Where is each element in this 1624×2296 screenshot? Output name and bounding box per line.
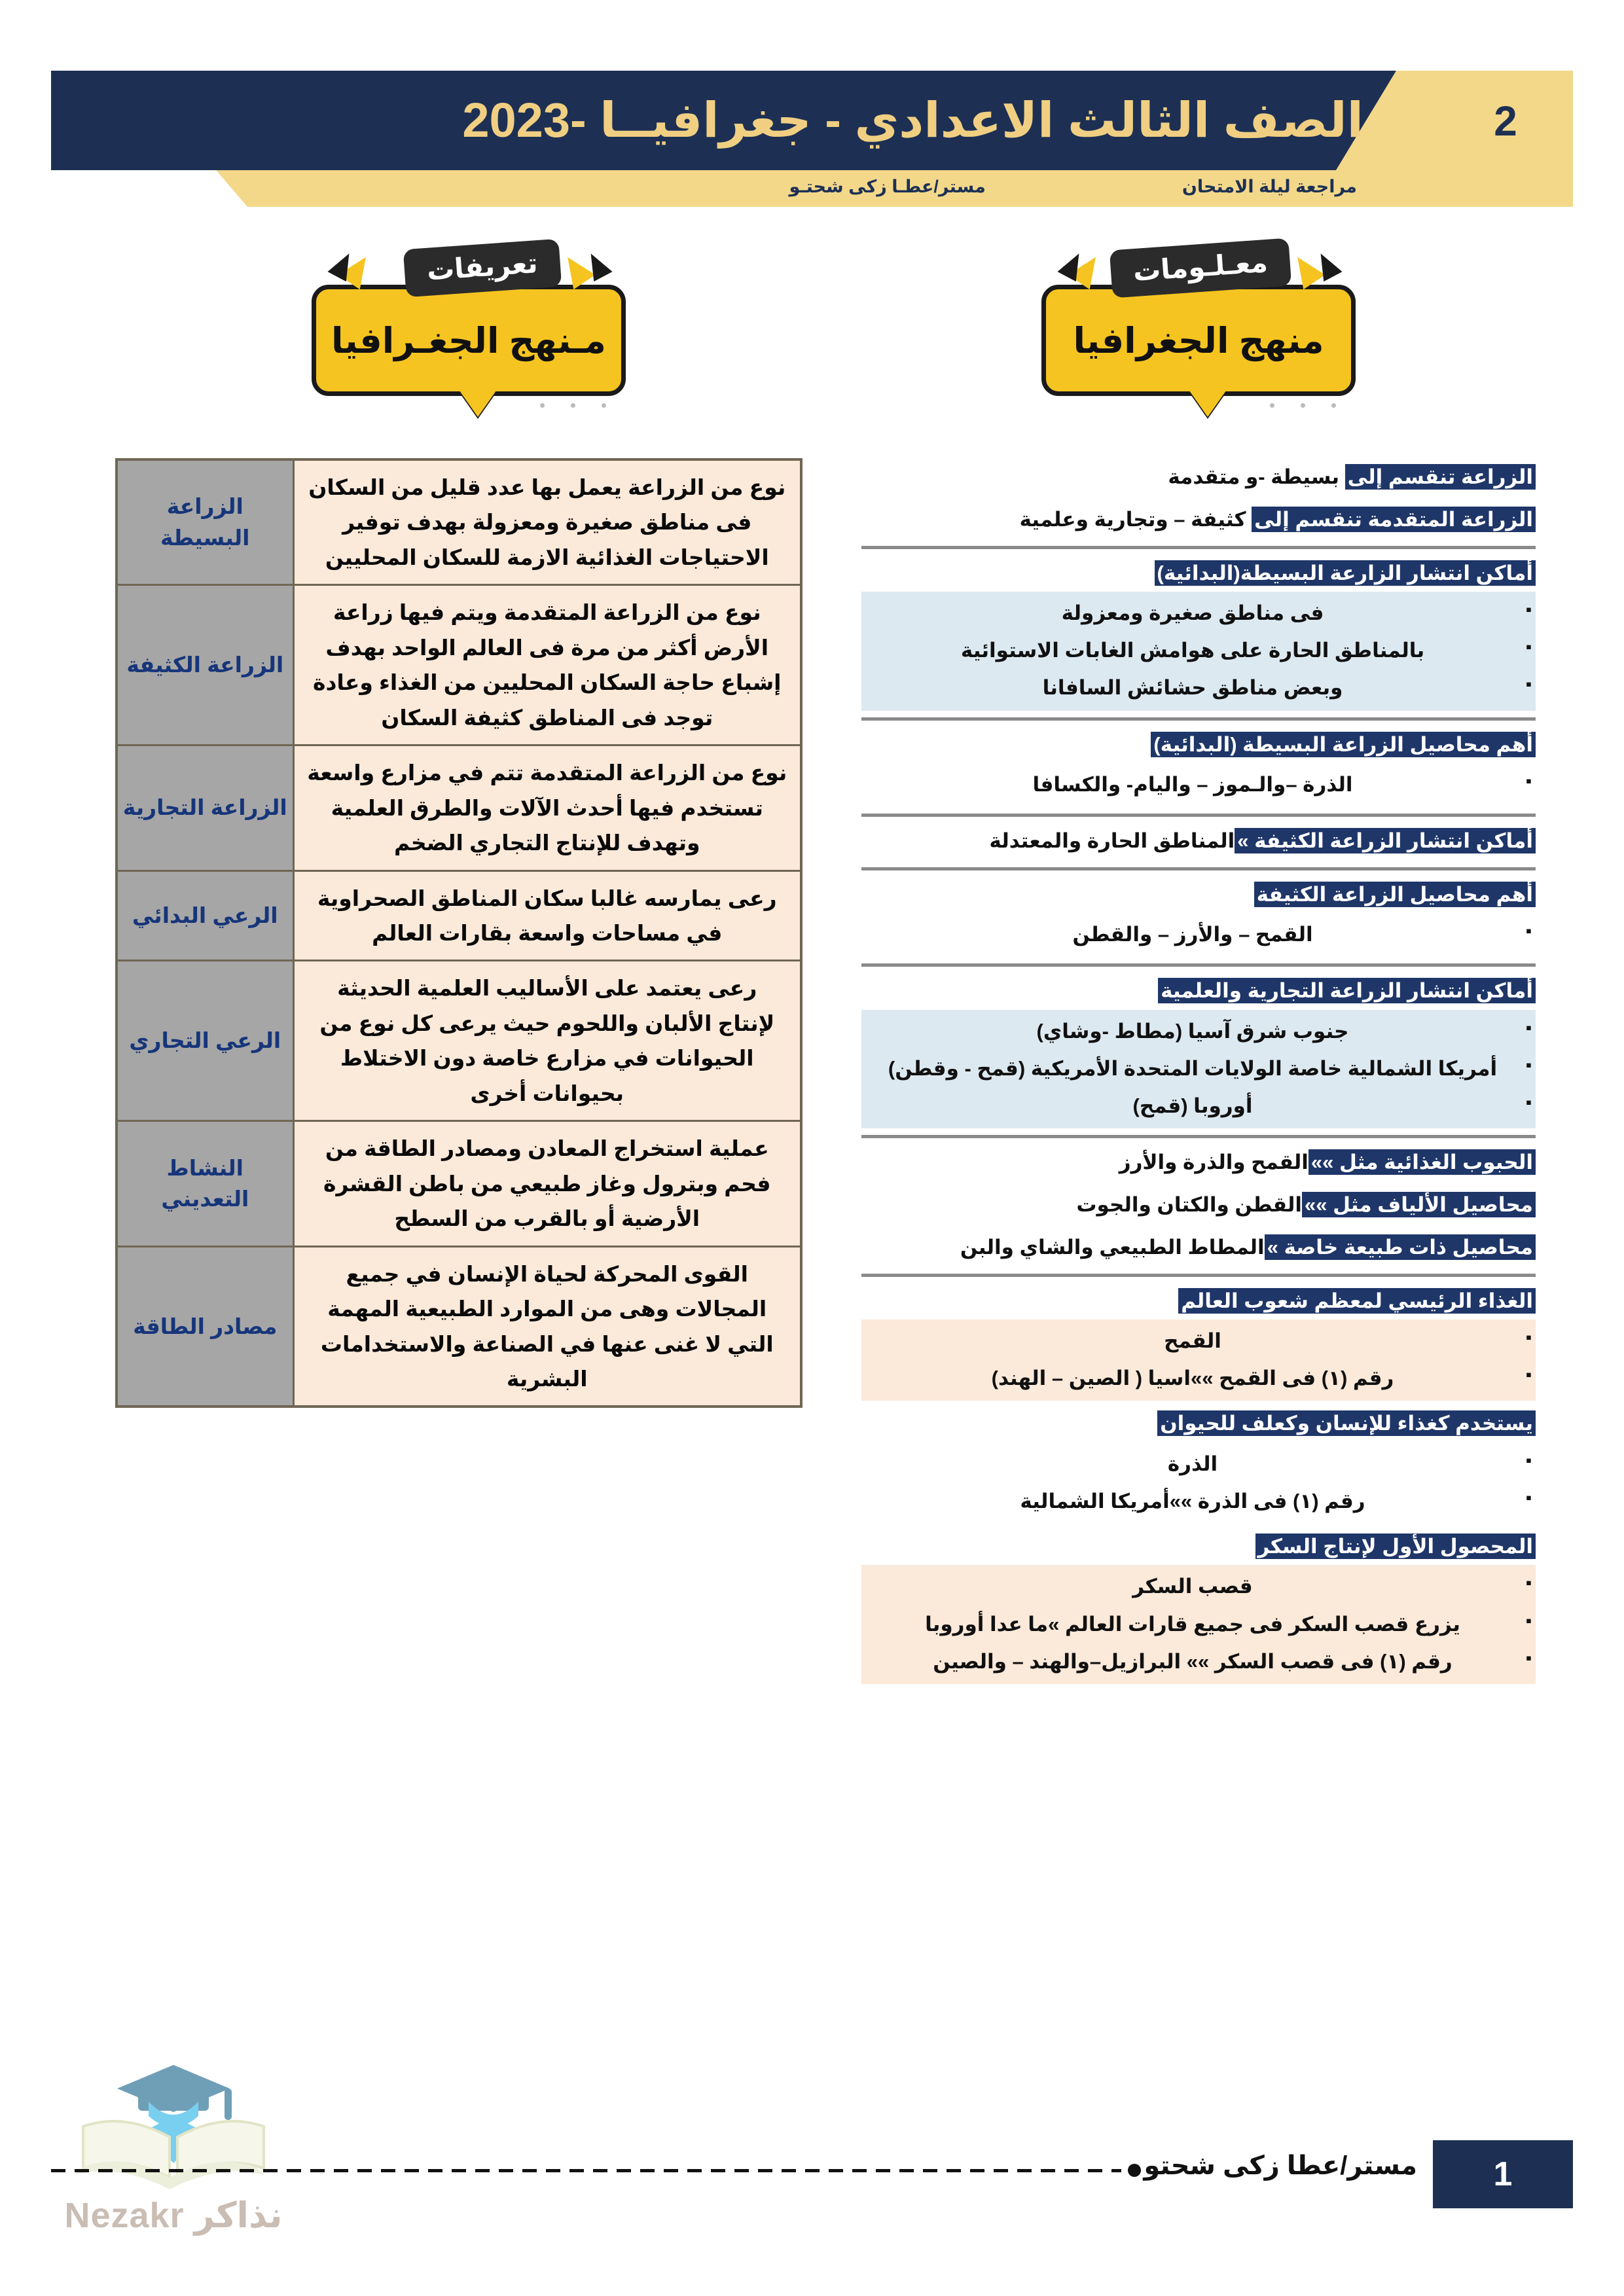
definition-term: النشاط التعديني [117, 1121, 293, 1246]
header-subtitle-row [375, 169, 1357, 204]
definition-term: الزراعة التجارية [117, 745, 293, 870]
footer-author-name: مستر/عطا زكى شحتو [1144, 2151, 1417, 2180]
info-heading-row [861, 876, 1536, 913]
info-bullet-list [861, 1565, 1536, 1683]
page-header [51, 71, 1573, 196]
table-row [117, 1121, 801, 1246]
info-heading: يستخدم كغذاء للإنسان وكعلف للحيوان [1157, 1410, 1536, 1436]
info-heading-tail: القمح والذرة والأرز [1119, 1151, 1308, 1174]
info-block [861, 554, 1536, 721]
info-heading-row [861, 1528, 1536, 1565]
info-heading-row [861, 554, 1536, 592]
info-heading: أماكن انتشار الزراعة التجارية والعلمية [1158, 978, 1536, 1003]
badge-information [1022, 232, 1375, 396]
list-item: ▪ أمريكا الشمالية خاصة الولايات المتحدة الأمريكية (قمح - وقطن) [861, 1050, 1536, 1087]
info-heading-row [861, 726, 1536, 763]
section-divider [861, 717, 1536, 721]
definition-text: نوع من الزراعة يعمل بها عدد قليل من السكان فى مناطق صغيرة ومعزولة بهدف توفير الاحتياجات الغذائية الازمة للسكان المحليين [293, 459, 801, 585]
list-item: ▪ جنوب شرق آسيا (مطاط -وشاي) [861, 1013, 1536, 1050]
list-item: ▪ القمح [861, 1322, 1536, 1359]
info-heading-row [861, 458, 1536, 497]
section-divider [861, 814, 1536, 817]
information-column [861, 458, 1536, 1688]
info-heading: محاصيل ذات طبيعة خاصة » [1265, 1234, 1536, 1260]
table-row [117, 745, 801, 870]
table-row [117, 1246, 801, 1407]
info-heading: أماكن انتشار الزراعة الكثيفة » [1235, 828, 1536, 853]
table-row [117, 870, 801, 961]
list-item: ▪ رقم (١) فى قصب السكر »» البرازيل–والهند – والصين [861, 1643, 1536, 1680]
info-heading: أهم محاصيل الزراعة البسيطة (البدائية) [1151, 732, 1536, 757]
footer-page-number: 1 [1433, 2140, 1573, 2208]
definitions-table [115, 458, 803, 1408]
info-block [861, 822, 1536, 870]
info-bullet-list [861, 592, 1536, 710]
section-divider [861, 1274, 1536, 1277]
info-heading: أهم محاصيل الزراعة الكثيفة [1254, 882, 1536, 907]
badge-pointer-icon [1189, 391, 1226, 417]
definition-term: الرعي البدائي [117, 870, 293, 961]
info-block [861, 972, 1536, 1138]
watermark-text: نذاكر Nezakr [64, 2196, 283, 2235]
info-heading-row [861, 1405, 1536, 1442]
info-heading-row [861, 1186, 1536, 1225]
info-heading: المحصول الأول لإنتاج السكر [1255, 1534, 1536, 1559]
info-block [861, 1528, 1536, 1684]
info-heading-tail: بسيطة -و متقدمة [1168, 465, 1345, 488]
list-item: ▪ بالمناطق الحارة على هوامش الغابات الاستوائية [861, 632, 1536, 669]
info-bullet-list [861, 1010, 1536, 1128]
info-block [861, 1186, 1536, 1225]
footer-dashed-line [51, 2169, 1121, 2172]
info-bullet-list [861, 913, 1536, 957]
list-item: ▪ فى مناطق صغيرة ومعزولة [861, 594, 1536, 632]
info-bullet-list [861, 763, 1536, 807]
definition-text: نوع من الزراعة المتقدمة ويتم فيها زراعة الأرض أكثر من مرة فى العالم الواحد بهدف إشباع حاجة السكان المحليين من الغذاء وعادة توجد فى المناطق كثيفة السكان [293, 585, 801, 745]
section-divider [861, 1135, 1536, 1138]
info-heading: الزراعة تنقسم إلى [1345, 464, 1536, 490]
list-item: ▪ رقم (١) فى القمح »»اسيا ( الصين – الهند) [861, 1359, 1536, 1397]
page-title: الصف الثالث الاعدادي - جغرافيــا -2023 [462, 93, 1363, 147]
info-block [861, 726, 1536, 817]
info-heading-tail: القطن والكتان والجوت [1076, 1193, 1303, 1217]
list-item: ▪ وبعض مناطق حشائش السافانا [861, 669, 1536, 706]
info-block [861, 1143, 1536, 1182]
info-bullet-list [861, 1443, 1536, 1524]
badge-title-label: مـنهج الجغـرافيا [312, 285, 626, 396]
badge-title-label: منهج الجغرافيا [1041, 285, 1356, 396]
badge-tag-label: تعريفات [403, 239, 562, 297]
info-heading: الحبوب الغذائية مثل »» [1308, 1149, 1536, 1175]
info-heading: الغذاء الرئيسي لمعظم شعوب العالم [1178, 1288, 1536, 1314]
section-divider [861, 867, 1536, 870]
header-page-number: 2 [1494, 98, 1517, 145]
badge-dots [1238, 403, 1336, 408]
list-item: ▪ رقم (١) فى الذرة »»أمريكا الشمالية [861, 1482, 1536, 1520]
info-heading-tail: المناطق الحارة والمعتدلة [989, 829, 1235, 853]
definition-text: رعى يعتمد على الأساليب العلمية الحديثة لإنتاج الألبان واللحوم حيث يرعى كل نوع من الحيوانات في مزارع خاصة دون الاختلاط بحيوانات أخرى [293, 961, 801, 1121]
definition-text: نوع من الزراعة المتقدمة تتم في مزارع واسعة تستخدم فيها أحدث الآلات والطرق العلمية وتهدف للإنتاج التجاري الضخم [293, 745, 801, 870]
table-row [117, 459, 801, 585]
info-heading-row [861, 972, 1536, 1009]
info-heading-row [861, 822, 1536, 861]
definition-term: الزراعة البسيطة [117, 459, 293, 585]
info-bullet-list [861, 1319, 1536, 1401]
definition-term: الرعي التجاري [117, 961, 293, 1121]
info-block [861, 1229, 1536, 1277]
list-item: ▪ القمح – والأرز – والقطن [861, 916, 1536, 953]
info-block [861, 1282, 1536, 1401]
badge-definitions [292, 232, 645, 396]
badge-dots [508, 403, 606, 408]
info-heading-row [861, 1143, 1536, 1182]
info-block [861, 876, 1536, 967]
info-block [861, 1405, 1536, 1524]
info-heading-row [861, 1282, 1536, 1319]
badge-pointer-icon [460, 391, 496, 417]
badge-tag-label: معـلـومات [1110, 238, 1291, 298]
header-subtitle-author: مستر/عطـا زكى شحتـو [789, 176, 986, 196]
header-subtitle-review: مراجعة ليلة الامتحان [1182, 176, 1357, 196]
page-footer [51, 2140, 1573, 2219]
info-block [861, 501, 1536, 549]
footer-bullet-dot [1128, 2164, 1141, 2177]
table-row [117, 961, 801, 1121]
info-heading-tail: المطاط الطبيعي والشاي والبن [960, 1235, 1265, 1259]
info-heading: أماكن انتشار الزارعة البسيطة(البدائية) [1155, 560, 1536, 586]
info-heading-row [861, 501, 1536, 539]
info-heading-tail: كثيفة – وتجارية وعلمية [1019, 507, 1252, 531]
section-divider [861, 963, 1536, 967]
list-item: ▪ يزرع قصب السكر فى جميع قارات العالم »ما عدا أوروبا [861, 1605, 1536, 1643]
list-item: ▪ الذرة [861, 1445, 1536, 1482]
definition-term: مصادر الطاقة [117, 1246, 293, 1407]
definition-text: عملية استخراج المعادن ومصادر الطاقة من فحم وبترول وغاز طبيعي من باطن القشرة الأرضية أو بالقرب من السطح [293, 1121, 801, 1246]
info-heading-row [861, 1229, 1536, 1267]
list-item: ▪ قصب السكر [861, 1568, 1536, 1605]
list-item: ▪ أوروبا (قمح) [861, 1087, 1536, 1124]
info-heading: الزراعة المتقدمة تنقسم إلى [1252, 507, 1536, 532]
info-heading: محاصيل الألياف مثل »» [1302, 1192, 1536, 1217]
table-row [117, 585, 801, 745]
list-item: ▪ الذرة –والـموز – واليام- والكسافا [861, 766, 1536, 803]
info-block [861, 458, 1536, 497]
definition-text: رعى يمارسه غالبا سكان المناطق الصحراوية في مساحات واسعة بقارات العالم [293, 870, 801, 961]
definition-text: القوى المحركة لحياة الإنسان في جميع المجالات وهى من الموارد الطبيعية المهمة التي لا غنى عنها في الصناعة والاستخدامات البشرية [293, 1246, 801, 1407]
definition-term: الزراعة الكثيفة [117, 585, 293, 745]
section-divider [861, 546, 1536, 549]
